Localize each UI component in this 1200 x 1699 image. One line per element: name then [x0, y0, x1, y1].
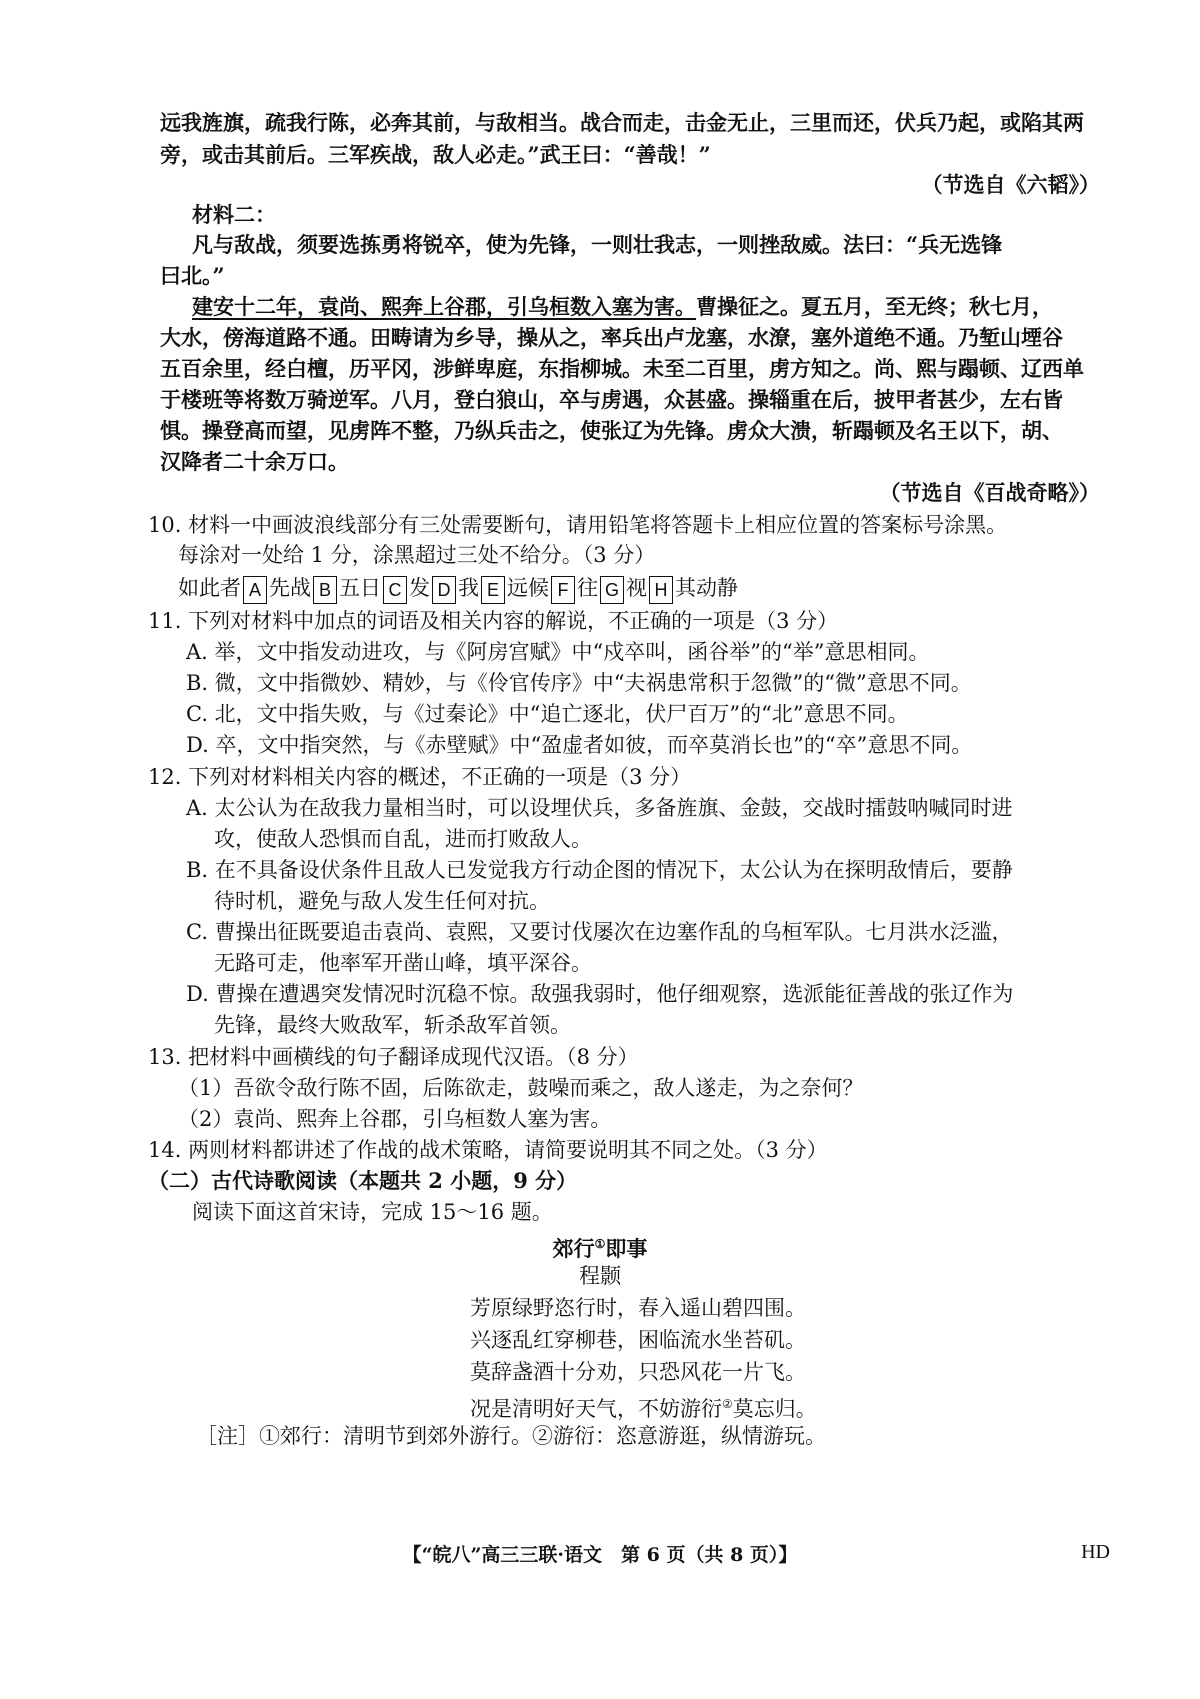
q10-segment: 发 — [409, 576, 430, 600]
q12-option-a: A. 太公认为在敌我力量相当时，可以设埋伏兵，多备旌旗、金鼓，交战时擂鼓呐喊同时进 — [186, 796, 1013, 820]
q10-segment: 视 — [626, 576, 647, 600]
poem-title-text: 即事 — [605, 1236, 648, 1261]
q10-stem: 每涂对一处给 1 分，涂黑超过三处不给分。（3 分） — [178, 543, 656, 567]
poem-notes: ［注］①郊行：清明节到郊外游行。②游衍：恣意游逛，纵情游玩。 — [196, 1424, 826, 1448]
q10-segment: 其动静 — [675, 576, 738, 600]
poem-author: 程颢 — [579, 1264, 621, 1288]
q10-segment: 先战 — [269, 576, 311, 600]
material2-line: 惧。操登高而望，见虏阵不整，乃纵兵击之，使张辽为先锋。虏众大溃，斩蹋顿及名王以下，胡、 — [160, 418, 1063, 443]
q10-segment: 远候 — [507, 576, 549, 600]
q13-sentence-2: （2）袁尚、熙奔上谷郡，引乌桓数人塞为害。 — [178, 1107, 612, 1131]
material2-line: 凡与敌战，须要选拣勇将锐卒，使为先锋，一则壮我志，一则挫敌威。法曰：“兵无选锋 — [192, 232, 1003, 257]
paper-code: HD — [1081, 1541, 1110, 1563]
q13-stem: 13. 把材料中画横线的句子翻译成现代汉语。（8 分） — [148, 1045, 639, 1069]
material2-line: 大水，傍海道路不通。田畴请为乡导，操从之，率兵出卢龙塞，水潦，塞外道绝不通。乃堑山堙谷 — [160, 325, 1063, 350]
q11-option-b: B. 微，文中指微妙、精妙，与《伶官传序》中“夫祸患常积于忽微”的“微”意思不同。 — [186, 671, 972, 695]
q11-stem: 11. 下列对材料中加点的词语及相关内容的解说，不正确的一项是（3 分） — [148, 609, 839, 633]
material1-source: （节选自《六韬》） — [921, 172, 1100, 197]
poem-line-text: 况是清明好天气，不妨游衍 — [470, 1397, 722, 1421]
poem-line-text: 莫忘归。 — [732, 1397, 817, 1421]
material2-line: 五百余里，经白檀，历平冈，涉鲜卑庭，东指柳城。未至二百里，虏方知之。尚、熙与蹋顿、辽西单 — [160, 356, 1084, 381]
poem-title — [0, 1229, 1200, 1264]
q12-option-b-cont: 待时机，避免与敌人发生任何对抗。 — [214, 889, 550, 913]
q11-option-c: C. 北，文中指失败，与《过秦论》中“追亡逐北，伏尸百万”的“北”意思不同。 — [186, 702, 909, 726]
material2-line-rest: 曹操征之。夏五月，至无终；秋七月， — [696, 294, 1053, 319]
q11-option-d: D. 卒，文中指突然，与《赤壁赋》中“盈虚者如彼，而卒莫消长也”的“卒”意思不同。 — [186, 733, 973, 757]
q10-segment: 五日 — [339, 576, 381, 600]
q12-option-d-cont: 先锋，最终大败敌军，斩杀敌军首领。 — [214, 1013, 571, 1037]
section2-heading: （二）古代诗歌阅读（本题共 2 小题，9 分） — [148, 1168, 578, 1193]
material1-line: 旁，或击其前后。三军疾战，敌人必走。”武王曰：“善哉！” — [160, 142, 711, 167]
q10-options — [178, 573, 1100, 604]
material2-line: 汉降者二十余万口。 — [160, 449, 349, 474]
poem-line-note: ② — [722, 1397, 733, 1411]
material2-line — [192, 292, 1100, 322]
poem-title-note: ① — [594, 1237, 606, 1251]
section2-intro: 阅读下面这首宋诗，完成 15～16 题。 — [192, 1200, 553, 1224]
q12-option-c-cont: 无路可走，他率军开凿山峰，填平深谷。 — [214, 951, 592, 975]
q14-stem: 14. 两则材料都讲述了作战的战术策略，请简要说明其不同之处。（3 分） — [148, 1138, 828, 1162]
material2-source: （节选自《百战奇略》） — [879, 480, 1100, 505]
q10-box-d[interactable]: D — [432, 576, 456, 604]
material2-heading: 材料二： — [192, 202, 276, 227]
q11-option-a: A. 举，文中指发动进攻，与《阿房宫赋》中“戍卒叫，函谷举”的“举”意思相同。 — [186, 640, 930, 664]
q10-box-h[interactable]: H — [649, 576, 673, 604]
q10-box-c[interactable]: C — [383, 576, 407, 604]
q10-stem: 10. 材料一中画波浪线部分有三处需要断句，请用铅笔将答题卡上相应位置的答案标号涂黑。 — [148, 513, 1008, 537]
poem-line — [470, 1389, 1100, 1424]
q10-segment: 如此者 — [178, 576, 241, 600]
q12-option-d: D. 曹操在遭遇突发情况时沉稳不惊。敌强我弱时，他仔细观察，选派能征善战的张辽作为 — [186, 982, 1014, 1006]
q10-box-b[interactable]: B — [313, 576, 337, 604]
q12-stem: 12. 下列对材料相关内容的概述，不正确的一项是（3 分） — [148, 765, 692, 789]
q10-box-f[interactable]: F — [551, 576, 575, 604]
q12-option-c: C. 曹操出征既要追击袁尚、袁熙，又要讨伐屡次在边塞作乱的乌桓军队。七月洪水泛滥， — [186, 920, 1013, 944]
q10-box-g[interactable]: G — [600, 576, 624, 604]
q12-option-a-cont: 攻，使敌人恐惧而自乱，进而打败敌人。 — [214, 827, 592, 851]
q10-box-e[interactable]: E — [481, 576, 505, 604]
material2-line: 曰北。” — [160, 263, 225, 288]
poem-line: 芳原绿野恣行时，春入遥山碧四围。 — [470, 1296, 806, 1320]
q10-box-a[interactable]: A — [243, 576, 267, 604]
q10-segment: 我 — [458, 576, 479, 600]
q10-segment: 往 — [577, 576, 598, 600]
q13-sentence-1: （1）吾欲令敌行陈不固，后陈欲走，鼓噪而乘之，敌人遂走，为之奈何？ — [178, 1076, 864, 1100]
material2-line: 于楼班等将数万骑逆军。八月，登白狼山，卒与虏遇，众甚盛。操辎重在后，披甲者甚少，左右皆 — [160, 387, 1063, 412]
page-footer: 【“皖八”高三三联·语文 第 6 页（共 8 页）】 — [402, 1544, 798, 1566]
material1-line: 远我旌旗，疏我行陈，必奔其前，与敌相当。战合而走，击金无止，三里而还，伏兵乃起，或陷其两 — [160, 110, 1084, 135]
poem-title-text: 郊行 — [552, 1236, 595, 1261]
q12-option-b: B. 在不具备设伏条件且敌人已发觉我方行动企图的情况下，太公认为在探明敌情后，要静 — [186, 858, 1013, 882]
poem-line: 莫辞盏酒十分劝，只恐风花一片飞。 — [470, 1360, 806, 1384]
underlined-sentence: 建安十二年，袁尚、熙奔上谷郡，引乌桓数入塞为害。 — [192, 294, 696, 319]
poem-line: 兴逐乱红穿柳巷，困临流水坐苔矶。 — [470, 1328, 806, 1352]
